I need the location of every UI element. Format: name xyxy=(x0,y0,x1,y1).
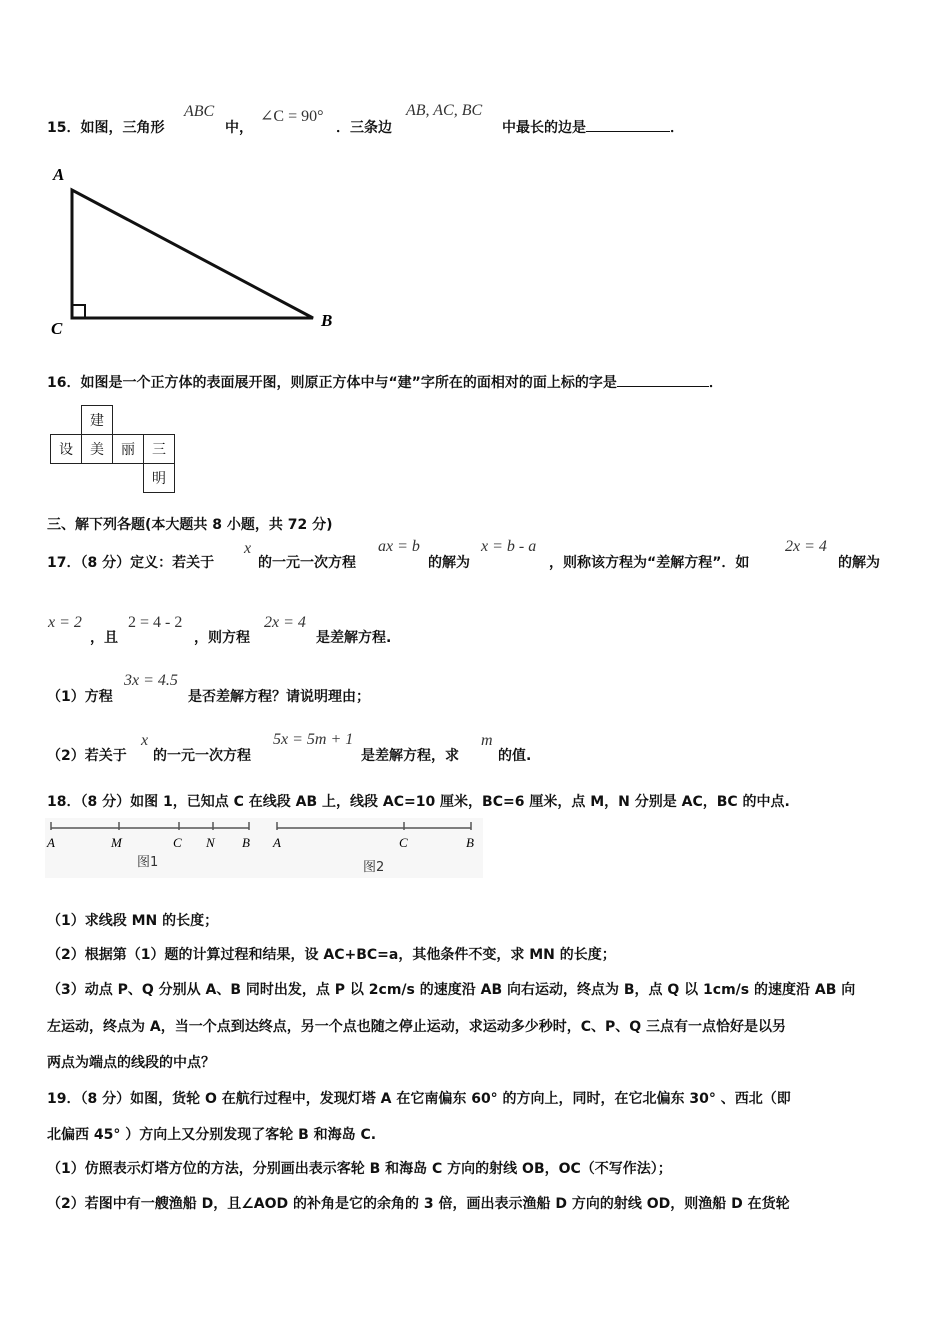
q19-line1: 19．（8 分）如图，货轮 O 在航行过程中，发现灯塔 A 在它南偏东 60° 的方向上，同时，在它北偏东 30° 、西北（即 xyxy=(47,1091,791,1107)
q17-text-4: ，则称该方程为“差解方程”．如 xyxy=(549,555,750,571)
q18-sub1: （1）求线段 MN 的长度； xyxy=(47,913,219,929)
q17-eq-x-2: x = 2 xyxy=(48,614,82,631)
q18-text: 18．（8 分）如图 1，已知点 C 在线段 AB 上，线段 AC=10 厘米，BC=6 厘米，点 M，N 分别是 AC，BC 的中点. xyxy=(47,794,790,810)
q19-sub1: （1）仿照表示灯塔方位的方法，分别画出表示客轮 B 和海岛 C 方向的射线 OB，OC（不写作法）； xyxy=(47,1161,672,1177)
right-angle-mark xyxy=(72,305,85,318)
q15-text-mid2: ．三条边 xyxy=(336,120,392,136)
q17-text-5: 的解为 xyxy=(838,555,880,571)
q17-sub2-text-c: 是差解方程，求 xyxy=(361,748,459,764)
q15-end-text: ． xyxy=(670,120,684,136)
q18-sub3-line1: （3）动点 P、Q 分别从 A、B 同时出发，点 P 以 2cm/s 的速度沿 AB 向右运动，终点为 B，点 Q 以 1cm/s 的速度沿 AB 向 xyxy=(47,982,856,998)
q17-eq-2-4-2: 2 = 4 - 2 xyxy=(128,614,183,631)
q15-line xyxy=(47,117,164,137)
triangle-shape xyxy=(72,190,313,318)
net-cell-she: 设 xyxy=(51,435,82,464)
q15-answer-blank xyxy=(586,117,670,132)
net-cell-li: 丽 xyxy=(113,435,144,464)
net-empty xyxy=(113,464,144,493)
net-cell-jian: 建 xyxy=(82,406,113,435)
q17-sub1-eq: 3x = 4.5 xyxy=(124,672,178,689)
q16-answer-blank xyxy=(617,372,709,387)
q19-line2: 北偏西 45° ）方向上又分别发现了客轮 B 和海岛 C. xyxy=(47,1127,377,1143)
q17-sub1-text-b: 是否差解方程？请说明理由； xyxy=(188,689,370,705)
fig1-caption: 图1 xyxy=(137,855,159,870)
q17-sub2-text-a: （2）若关于 xyxy=(47,748,127,764)
q15-angle-formula: ∠C = 90° xyxy=(260,108,324,125)
net-empty xyxy=(113,406,144,435)
q16-line xyxy=(47,372,723,392)
q17-text-1: 17．（8 分）定义：若关于 xyxy=(47,555,215,571)
q18-sub2: （2）根据第（1）题的计算过程和结果，设 AC+BC=a，其他条件不变，求 MN 的长度； xyxy=(47,947,616,963)
fig1-label-C: C xyxy=(173,835,182,850)
q17-sub2-eq: 5x = 5m + 1 xyxy=(273,731,354,748)
q17-text-2: 的一元一次方程 xyxy=(258,555,356,571)
net-empty xyxy=(51,464,82,493)
q17-sub2-var-m: m xyxy=(481,732,493,749)
net-empty xyxy=(144,406,175,435)
cube-net xyxy=(50,405,175,493)
q17-line2-text-2: ，则方程 xyxy=(194,630,250,646)
fig2-label-B: B xyxy=(466,835,474,850)
q17-sub2-text-b: 的一元一次方程 xyxy=(153,748,251,764)
net-cell-ming: 明 xyxy=(144,464,175,493)
fig2-label-C: C xyxy=(399,835,408,850)
triangle-figure xyxy=(45,160,355,345)
net-cell-san: 三 xyxy=(144,435,175,464)
fig1-label-M: M xyxy=(111,835,122,850)
fig2-caption: 图2 xyxy=(363,860,385,875)
q17-sub2-var-x: x xyxy=(141,732,149,749)
q17-sub2-text-d: 的值. xyxy=(498,748,532,764)
q16-text: 16．如图是一个正方体的表面展开图，则原正方体中与“建”字所在的面相对的面上标的字是 xyxy=(47,375,617,391)
q15-number-text: 15．如图，三角形 xyxy=(47,120,165,136)
q17-eq-x-b-a: x = b - a xyxy=(481,538,537,555)
q17-line2-text-3: 是差解方程. xyxy=(316,630,392,646)
fig1-label-A: A xyxy=(47,835,55,850)
q18-sub3-line2: 左运动，终点为 A，当一个点到达终点，另一个点也随之停止运动，求运动多少秒时，C、P、Q 三点有一点恰好是以另 xyxy=(47,1019,787,1035)
net-empty xyxy=(82,464,113,493)
fig1-label-N: N xyxy=(206,835,215,850)
q17-line2-text-1: ，且 xyxy=(90,630,118,646)
q16-end-text: ． xyxy=(708,375,723,391)
label-B: B xyxy=(321,311,333,330)
q17-line2-eq-2x-4: 2x = 4 xyxy=(264,614,306,631)
q15-text-tail xyxy=(502,117,684,137)
q19-sub2: （2）若图中有一艘渔船 D，且∠AOD 的补角是它的余角的 3 倍，画出表示渔船 D 方向的射线 OD，则渔船 D 在货轮 xyxy=(47,1196,790,1212)
label-C: C xyxy=(51,319,63,338)
q17-eq-2x-4: 2x = 4 xyxy=(785,538,827,555)
label-A: A xyxy=(53,165,65,184)
fig1-label-B: B xyxy=(242,835,250,850)
q17-sub1-text-a: （1）方程 xyxy=(47,689,113,705)
net-empty xyxy=(51,406,82,435)
q17-eq-ax-b: ax = b xyxy=(378,538,420,555)
q15-tail-text: 中最长的边是 xyxy=(502,120,586,136)
q17-text-3: 的解为 xyxy=(428,555,470,571)
section3-heading: 三、解下列各题(本大题共 8 小题，共 72 分) xyxy=(47,517,333,533)
net-cell-mei: 美 xyxy=(82,435,113,464)
q15-sides-formula: AB, AC, BC xyxy=(406,102,483,119)
q17-var-x: x xyxy=(244,540,252,557)
q15-triangle-name: ABC xyxy=(184,103,215,120)
segment-figures xyxy=(45,818,483,878)
q18-sub3-line3: 两点为端点的线段的中点？ xyxy=(47,1055,215,1071)
fig2-label-A: A xyxy=(273,835,281,850)
q15-text-mid1: 中， xyxy=(225,120,253,136)
